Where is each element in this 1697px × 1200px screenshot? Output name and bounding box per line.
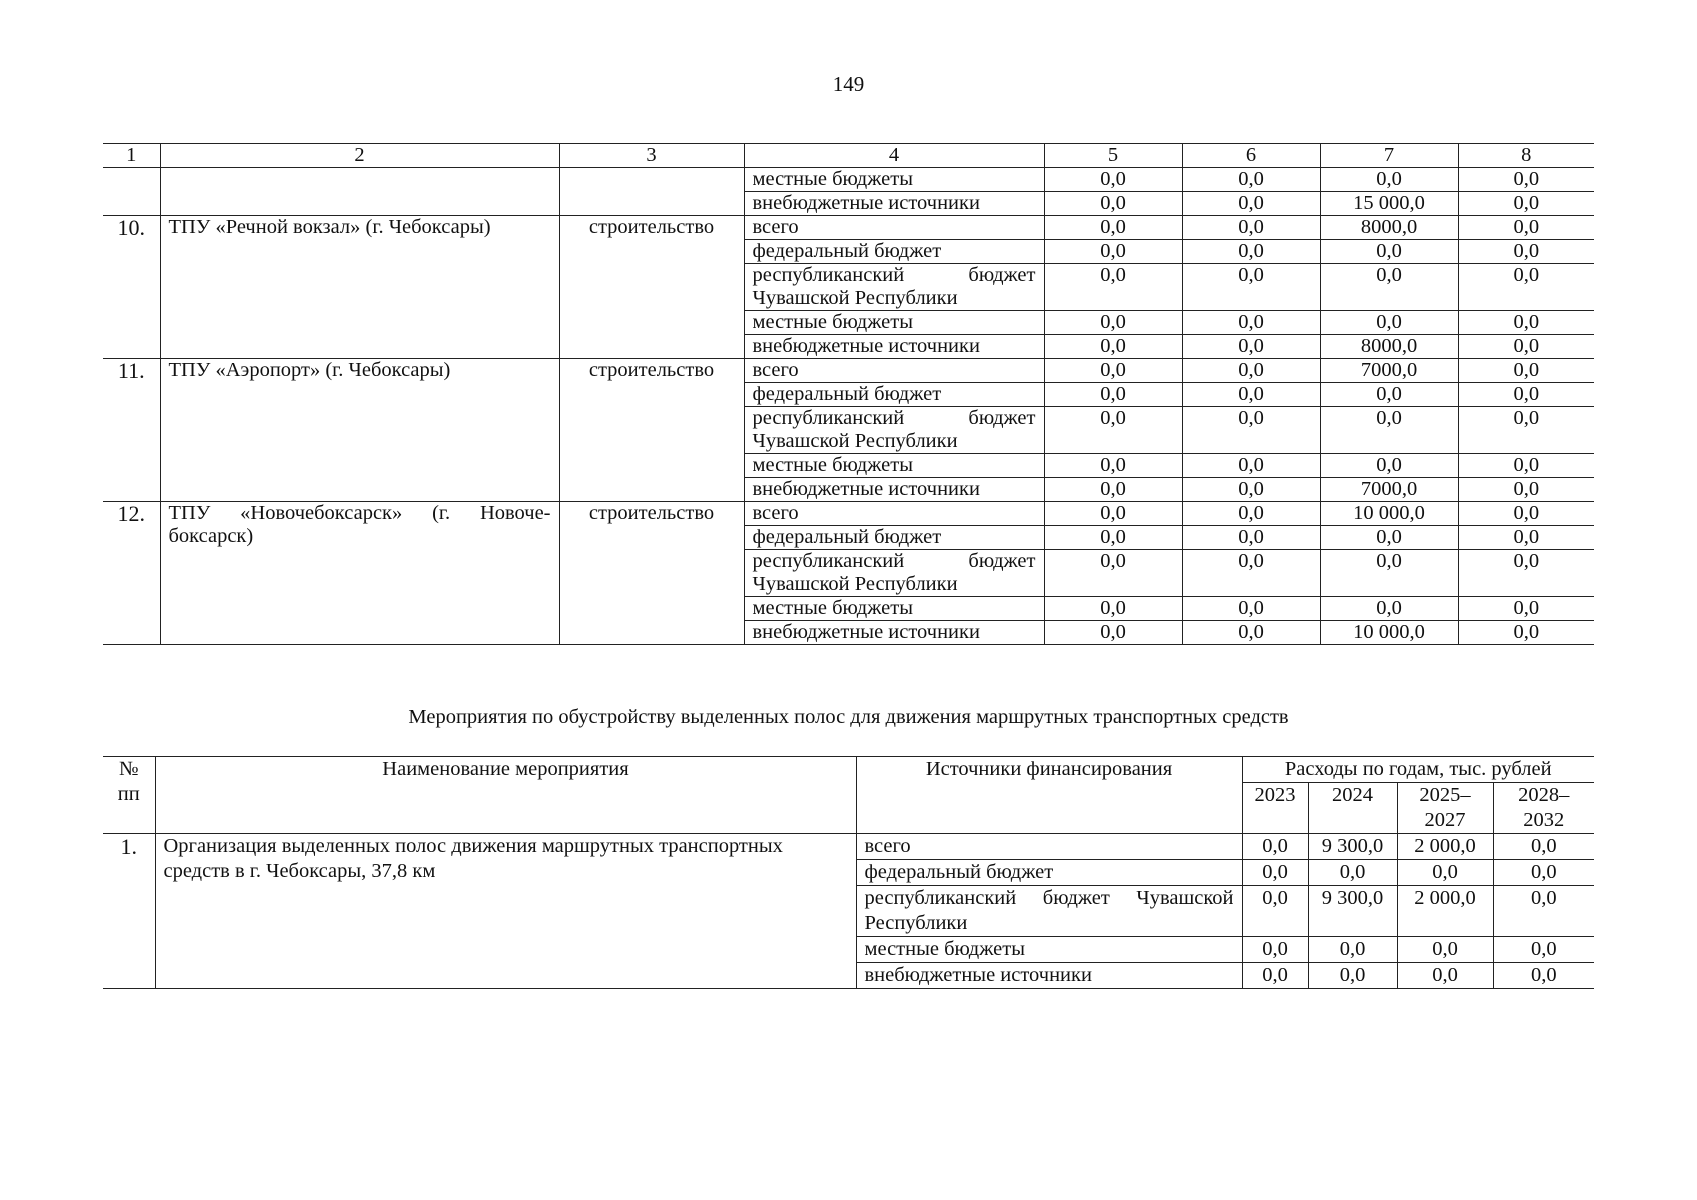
funding-source: федеральный бюджет	[744, 240, 1044, 264]
value-cell: 0,0	[1493, 963, 1594, 989]
funding-source: внебюджетные источники	[744, 192, 1044, 216]
value-cell: 0,0	[1044, 550, 1182, 597]
value-cell: 0,0	[1044, 454, 1182, 478]
value-cell: 0,0	[1182, 597, 1320, 621]
header-expenses: Расходы по годам, тыс. рублей	[1242, 757, 1594, 783]
value-cell: 15 000,0	[1320, 192, 1458, 216]
value-cell: 0,0	[1458, 359, 1594, 383]
value-cell: 0,0	[1044, 383, 1182, 407]
value-cell: 0,0	[1182, 335, 1320, 359]
item-name-line: ТПУ «Новочебоксарск» (г. Новоче-	[168, 502, 551, 524]
item-number: 11.	[103, 359, 160, 502]
funding-source: федеральный бюджет	[744, 383, 1044, 407]
funding-source-line: республиканский бюджет	[752, 550, 1036, 572]
item-name: ТПУ «Речной вокзал» (г. Чебоксары)	[160, 216, 559, 359]
value-cell: 0,0	[1458, 550, 1594, 597]
value-cell: 0,0	[1458, 526, 1594, 550]
value-cell: 0,0	[1182, 216, 1320, 240]
value-cell: 0,0	[1320, 264, 1458, 311]
header-year: 2024	[1308, 783, 1397, 834]
value-cell: 0,0	[1458, 168, 1594, 192]
value-cell: 2 000,0	[1397, 886, 1493, 937]
value-cell: 0,0	[1320, 526, 1458, 550]
value-cell: 0,0	[1320, 240, 1458, 264]
value-cell: 0,0	[1044, 264, 1182, 311]
funding-source: всего	[856, 834, 1242, 860]
value-cell: 0,0	[1458, 383, 1594, 407]
value-cell: 0,0	[1182, 168, 1320, 192]
value-cell: 9 300,0	[1308, 886, 1397, 937]
funding-source: внебюджетные источники	[744, 335, 1044, 359]
page-number: 149	[832, 72, 865, 96]
value-cell: 0,0	[1320, 597, 1458, 621]
work-type: строительство	[559, 216, 744, 359]
value-cell: 0,0	[1320, 311, 1458, 335]
value-cell: 0,0	[1044, 526, 1182, 550]
empty-cell	[559, 168, 744, 216]
value-cell: 0,0	[1397, 937, 1493, 963]
value-cell: 0,0	[1182, 192, 1320, 216]
item-number: 12.	[103, 502, 160, 645]
funding-source: местные бюджеты	[744, 597, 1044, 621]
value-cell: 0,0	[1242, 937, 1308, 963]
header-name: Наименование мероприятия	[155, 757, 856, 834]
value-cell: 0,0	[1458, 478, 1594, 502]
value-cell: 0,0	[1308, 860, 1397, 886]
value-cell: 0,0	[1242, 860, 1308, 886]
value-cell: 0,0	[1044, 216, 1182, 240]
table-row	[103, 216, 1594, 240]
value-cell: 0,0	[1044, 192, 1182, 216]
funding-source-line: республиканский бюджет	[752, 264, 1036, 286]
value-cell: 0,0	[1182, 359, 1320, 383]
funding-source: республиканский бюджет Чувашской Республики	[856, 886, 1242, 937]
section-title: Мероприятия по обустройству выделенных полос для движения маршрутных транспортных средств	[408, 706, 1289, 728]
value-cell: 0,0	[1044, 335, 1182, 359]
work-type: строительство	[559, 359, 744, 502]
value-cell: 0,0	[1044, 311, 1182, 335]
value-cell: 0,0	[1458, 621, 1594, 645]
value-cell: 0,0	[1182, 240, 1320, 264]
item-name: ТПУ «Аэропорт» (г. Чебоксары)	[160, 359, 559, 502]
value-cell: 0,0	[1182, 526, 1320, 550]
header-number: № пп	[103, 757, 155, 834]
value-cell: 0,0	[1493, 937, 1594, 963]
value-cell: 0,0	[1397, 860, 1493, 886]
value-cell: 0,0	[1493, 860, 1594, 886]
table-header-row	[103, 144, 1594, 168]
item-name-line: боксарск)	[168, 525, 254, 547]
value-cell: 0,0	[1182, 383, 1320, 407]
value-cell: 0,0	[1242, 886, 1308, 937]
funding-source-line: Чувашской Республики	[752, 430, 958, 452]
table-row	[103, 359, 1594, 383]
value-cell: 0,0	[1458, 264, 1594, 311]
value-cell: 0,0	[1182, 407, 1320, 454]
header-sources: Источники финансирования	[856, 757, 1242, 834]
value-cell: 0,0	[1493, 886, 1594, 937]
value-cell: 0,0	[1458, 240, 1594, 264]
item-name	[160, 502, 559, 645]
value-cell: 0,0	[1320, 454, 1458, 478]
header-year: 2023	[1242, 783, 1308, 834]
value-cell: 0,0	[1044, 597, 1182, 621]
value-cell: 0,0	[1044, 359, 1182, 383]
value-cell: 0,0	[1182, 454, 1320, 478]
value-cell: 0,0	[1182, 264, 1320, 311]
value-cell: 0,0	[1308, 937, 1397, 963]
table-row	[103, 502, 1594, 526]
funding-source: всего	[744, 216, 1044, 240]
funding-source	[744, 407, 1044, 454]
table-row	[103, 168, 1594, 192]
value-cell: 0,0	[1242, 963, 1308, 989]
header-year: 2028–2032	[1493, 783, 1594, 834]
value-cell: 9 300,0	[1308, 834, 1397, 860]
value-cell: 0,0	[1458, 502, 1594, 526]
value-cell: 0,0	[1044, 502, 1182, 526]
value-cell: 0,0	[1182, 550, 1320, 597]
value-cell: 0,0	[1182, 478, 1320, 502]
funding-source: местные бюджеты	[744, 168, 1044, 192]
funding-table-bus-lanes	[103, 756, 1594, 989]
value-cell: 0,0	[1320, 168, 1458, 192]
header-year: 2025–2027	[1397, 783, 1493, 834]
header-cell: 8	[1458, 144, 1594, 168]
item-name: Организация выделенных полос движения маршрутных транспортных средств в г. Чебоксары, 37,8 км	[155, 834, 856, 989]
table-header-row	[103, 757, 1594, 783]
value-cell: 0,0	[1044, 168, 1182, 192]
funding-source: федеральный бюджет	[744, 526, 1044, 550]
value-cell: 8000,0	[1320, 216, 1458, 240]
funding-source	[744, 550, 1044, 597]
funding-source: федеральный бюджет	[856, 860, 1242, 886]
value-cell: 2 000,0	[1397, 834, 1493, 860]
value-cell: 0,0	[1458, 335, 1594, 359]
value-cell: 0,0	[1458, 597, 1594, 621]
header-cell: 3	[559, 144, 744, 168]
value-cell: 0,0	[1308, 963, 1397, 989]
header-cell: 7	[1320, 144, 1458, 168]
value-cell: 10 000,0	[1320, 502, 1458, 526]
funding-source: внебюджетные источники	[744, 478, 1044, 502]
value-cell: 0,0	[1242, 834, 1308, 860]
funding-source: внебюджетные источники	[744, 621, 1044, 645]
work-type: строительство	[559, 502, 744, 645]
header-cell: 6	[1182, 144, 1320, 168]
funding-source-line: Чувашской Республики	[752, 287, 958, 309]
funding-source: внебюджетные источники	[856, 963, 1242, 989]
table-row	[103, 834, 1594, 860]
funding-source: всего	[744, 502, 1044, 526]
value-cell: 0,0	[1044, 478, 1182, 502]
value-cell: 0,0	[1182, 621, 1320, 645]
empty-cell	[103, 168, 160, 216]
value-cell: 8000,0	[1320, 335, 1458, 359]
value-cell: 0,0	[1044, 621, 1182, 645]
value-cell: 0,0	[1458, 311, 1594, 335]
funding-source: местные бюджеты	[744, 454, 1044, 478]
value-cell: 0,0	[1044, 407, 1182, 454]
funding-source	[744, 264, 1044, 311]
value-cell: 0,0	[1458, 454, 1594, 478]
empty-cell	[160, 168, 559, 216]
value-cell: 10 000,0	[1320, 621, 1458, 645]
value-cell: 7000,0	[1320, 478, 1458, 502]
value-cell: 0,0	[1458, 407, 1594, 454]
value-cell: 0,0	[1044, 240, 1182, 264]
funding-source-line: Чувашской Республики	[752, 573, 958, 595]
value-cell: 0,0	[1493, 834, 1594, 860]
header-cell: 2	[160, 144, 559, 168]
header-cell: 4	[744, 144, 1044, 168]
funding-source-line: республиканский бюджет	[752, 407, 1036, 429]
value-cell: 0,0	[1397, 963, 1493, 989]
value-cell: 0,0	[1182, 502, 1320, 526]
value-cell: 0,0	[1320, 383, 1458, 407]
header-cell: 5	[1044, 144, 1182, 168]
value-cell: 0,0	[1458, 216, 1594, 240]
header-cell: 1	[103, 144, 160, 168]
funding-source: всего	[744, 359, 1044, 383]
item-number: 1.	[103, 834, 155, 989]
value-cell: 0,0	[1320, 407, 1458, 454]
funding-source: местные бюджеты	[856, 937, 1242, 963]
value-cell: 0,0	[1320, 550, 1458, 597]
value-cell: 7000,0	[1320, 359, 1458, 383]
item-number: 10.	[103, 216, 160, 359]
funding-source: местные бюджеты	[744, 311, 1044, 335]
value-cell: 0,0	[1458, 192, 1594, 216]
value-cell: 0,0	[1182, 311, 1320, 335]
funding-table-tpu	[103, 143, 1594, 645]
